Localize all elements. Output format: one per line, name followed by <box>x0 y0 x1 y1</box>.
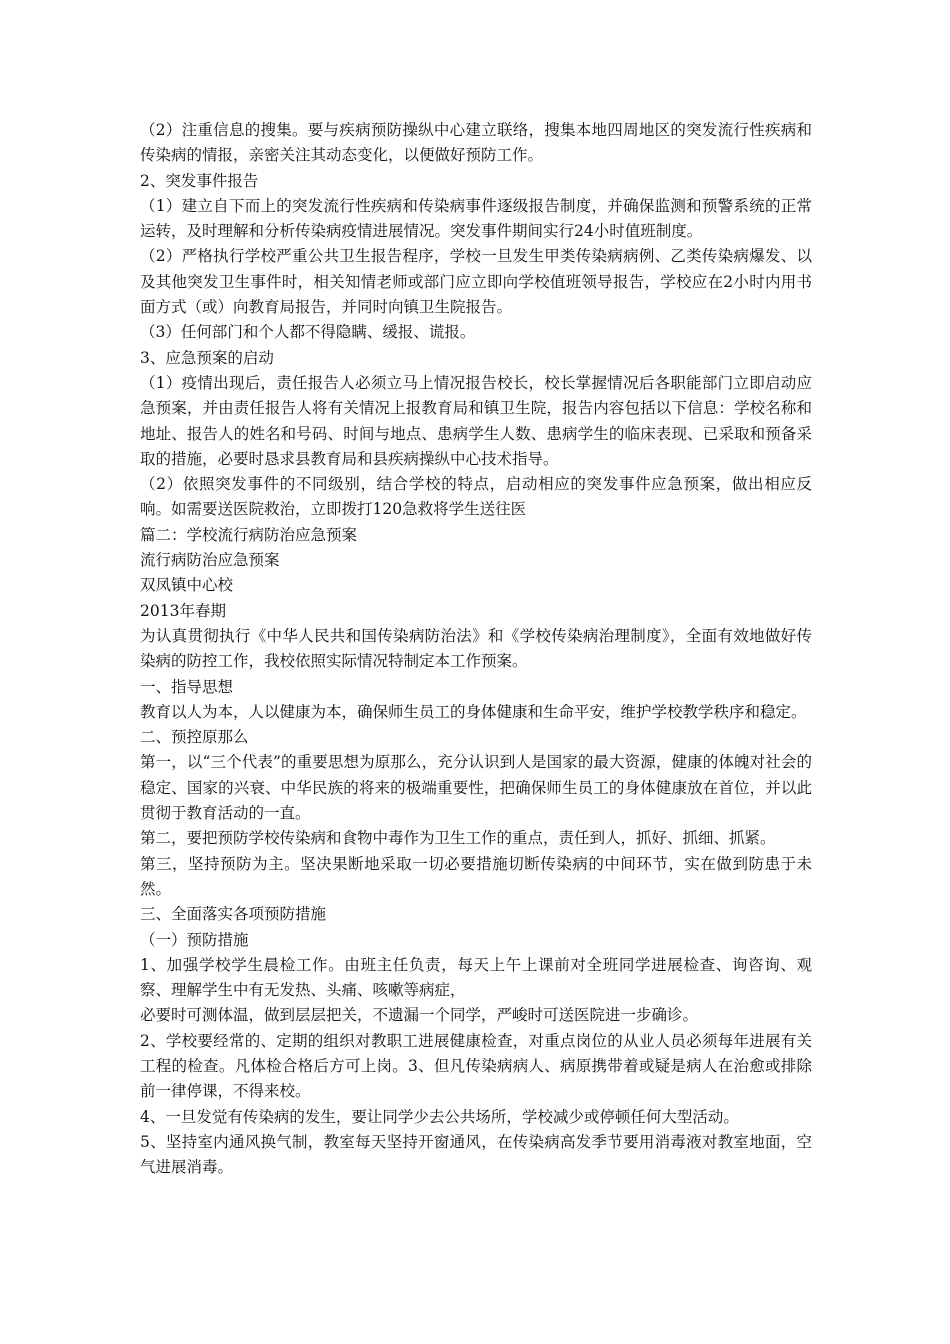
paragraph-measure-2-3: 2、学校要经常的、定期的组织对教职工进展健康检查，对重点岗位的从业人员必须每年进展有关工程的检查。凡体检合格后方可上岗。3、但凡传染病病人、病原携带着或疑是病人在治愈或排除前一律停课，不得来校。 <box>140 1031 812 1101</box>
paragraph-measure-1-cont: 必要时可测体温，做到层层把关，不遗漏一个同学，严峻时可送医院进一步确诊。 <box>140 1006 699 1025</box>
paragraph-response-levels: （2）依照突发事件的不同级别，结合学校的特点，启动相应的突发事件应急预案，做出相应反响。如需要送医院救治，立即拨打120急救将学生送往医 <box>140 475 812 519</box>
school-name: 双凤镇中心校 <box>140 576 234 595</box>
section-heading-principles: 二、预控原那么 <box>140 728 249 747</box>
paragraph-measure-5: 5、坚持室内通风换气制，教室每天坚持开窗通风，在传染病高发季节要用消毒液对教室地面，空气进展消毒。 <box>140 1132 812 1177</box>
section-heading-incident-report: 2、突发事件报告 <box>140 171 259 190</box>
subsection-heading-prevention: （一）预防措施 <box>140 930 249 949</box>
date-line: 2013年春期 <box>140 601 226 620</box>
plan-title: 流行病防治应急预案 <box>140 551 280 570</box>
paragraph-no-concealment: （3）任何部门和个人都不得隐瞒、缓报、谎报。 <box>140 323 476 342</box>
section-heading-measures: 三、全面落实各项预防措施 <box>140 905 327 924</box>
paragraph-measure-4: 4、一旦发觉有传染病的发生，要让同学少去公共场所，学校减少或停顿任何大型活动。 <box>140 1107 739 1126</box>
paragraph-info-collection: （2）注重信息的搜集。要与疾病预防操纵中心建立联络，搜集本地四周地区的突发流行性疾病和传染病的情报，亲密关注其动态变化，以便做好预防工作。 <box>140 121 812 165</box>
paragraph-reporting-procedure: （2）严格执行学校严重公共卫生报告程序，学校一旦发生甲类传染病病例、乙类传染病爆发、以及其他突发卫生事件时，相关知情老师或部门应立即向学校值班领导报告，学校应在2小时内用书面方式（或）向教育局报告，并同时向镇卫生院报告。 <box>140 247 812 317</box>
paragraph-principle-first: 第一，以“三个代表”的重要思想为原那么，充分认识到人是国家的最大资源，健康的体魄对社会的稳定、国家的兴衰、中华民族的将来的极端重要性，把确保师生员工的身体健康放在首位，并以此贯彻于教育活动的一直。 <box>140 753 812 823</box>
paragraph-reporting-system: （1）建立自下而上的突发流行性疾病和传染病事件逐级报告制度，并确保监测和预警系统的正常运转，及时理解和分析传染病疫情进展情况。突发事件期间实行24小时值班制度。 <box>140 196 812 241</box>
paragraph-guiding-thought: 教育以人为本，人以健康为本，确保师生员工的身体健康和生命平安，维护学校教学秩序和稳定。 <box>140 702 807 721</box>
article-title: 篇二：学校流行病防治应急预案 <box>140 525 358 544</box>
paragraph-principle-third: 第三，坚持预防为主。坚决果断地采取一切必要措施切断传染病的中间环节，实在做到防患于未然。 <box>140 854 812 898</box>
section-heading-plan-activation: 3、应急预案的启动 <box>140 348 274 367</box>
paragraph-measure-1: 1、加强学校学生晨检工作。由班主任负责，每天上午上课前对全班同学进展检查、询咨询、观察、理解学生中有无发热、头痛、咳嗽等病症， <box>140 955 812 1000</box>
paragraph-activation-steps: （1）疫情出现后，责任报告人必须立马上情况报告校长，校长掌握情况后各职能部门立即启动应急预案，并由责任报告人将有关情况上报教育局和镇卫生院，报告内容包括以下信息：学校名称和地址、报告人的姓名和号码、时间与地点、患病学生人数、患病学生的临床表现、已采取和预备采取的措施，必要时恳求县教育局和县疾病操纵中心技术指导。 <box>140 373 812 468</box>
paragraph-principle-second: 第二，要把预防学校传染病和食物中毒作为卫生工作的重点，责任到人，抓好、抓细、抓紧。 <box>140 829 776 848</box>
section-heading-guiding-thought: 一、指导思想 <box>140 677 234 696</box>
paragraph-intro: 为认真贯彻执行《中华人民共和国传染病防治法》和《学校传染病治理制度》，全面有效地做好传染病的防控工作，我校依照实际情况特制定本工作预案。 <box>140 626 812 671</box>
document-page <box>140 118 812 1180</box>
